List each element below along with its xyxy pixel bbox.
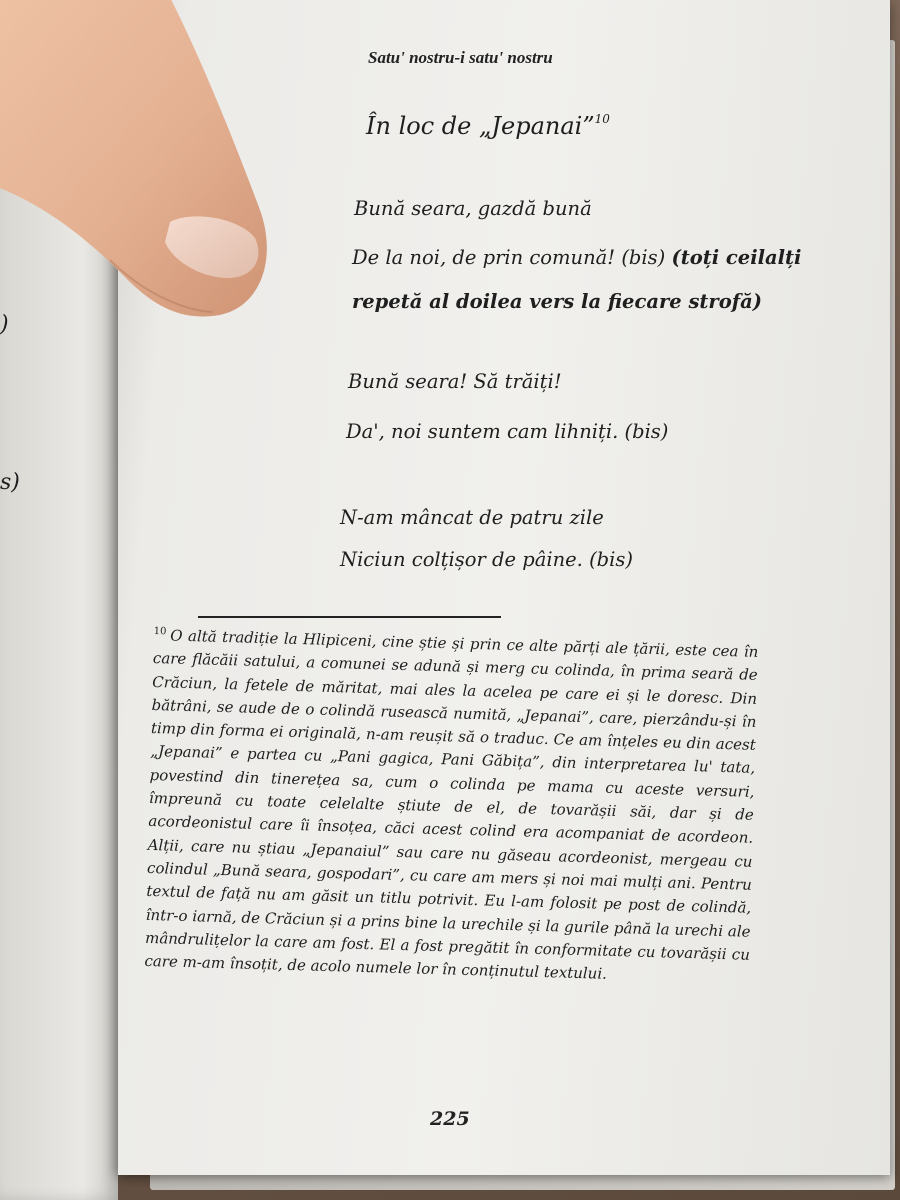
verse-line	[352, 290, 762, 313]
footnote-number: 10	[153, 625, 167, 638]
footnote	[144, 620, 759, 990]
verse-line	[340, 548, 633, 571]
verse-line	[352, 246, 801, 269]
verse-text: N-am mâncat de patru zile	[340, 506, 604, 529]
footnote-reference: 10	[594, 112, 610, 126]
verse-text: De la noi, de prin comună! (bis)	[352, 246, 666, 269]
performance-note: repetă al doilea vers la fiecare strofă)	[352, 290, 762, 313]
footnote-text: O altă tradiție la Hlipiceni, cine știe și prin ce alte părți ale țării, este cea în care flăcăii satului, a comunei se adună și merg cu colinda, în prima seară de Crăciun, la fetele de măritat, mai ales la acelea pe care ei și le doresc. Din bătrâni, se aude de o colindă rusească numită, „Jepanai”, care, pierzându-și în timp din forma ei originală, n-am reușit să o traduc. Ce am înțeles eu din acest „Jepanai” e partea cu „Pani gagica, Pani Găbița”, din interpretarea lu' tata, povestind din tinerețea sa, cum o colinda pe mama cu aceste versuri, împreună cu toate celelalte știute de el, de tovarășii săi, dar și de acordeonistul care îi însoțea, căci acest colind era acompaniat de acordeon. Alții, care nu știau „Jepanaiul” sau care nu găseau acordeonist, mergeau cu colindul „Bună seara, gospodari”, cu care am mers și noi mai mulți ani. Pentru textul de față nu am găsit un titlu potrivit. Eu l-am folosit pe post de colindă, într-o iarnă, de Crăciun și a prins bine la urechile și la gurile până la urechi ale mândrulițelor la care am fost. El a fost pregătit în conformitate cu tovarășii cu care m-am însoțit, de acolo numele lor în conținutul textului.	[144, 626, 759, 983]
performance-note: (toți ceilalți	[671, 246, 802, 269]
poem-title	[366, 112, 610, 140]
verse-text: Da', noi suntem cam lihniți. (bis)	[346, 420, 669, 443]
left-page-fragment: s)	[0, 470, 20, 495]
page-number: 225	[430, 1108, 470, 1130]
left-page-fragment: )	[0, 312, 9, 337]
verse-line	[340, 506, 604, 529]
verse-line	[346, 420, 668, 443]
verse-text: Niciun colțișor de pâine. (bis)	[340, 548, 634, 571]
verse-text: Bună seara, gazdă bună	[354, 197, 592, 220]
thumb	[0, 0, 270, 320]
verse-line	[348, 370, 562, 393]
verse-text: Bună seara! Să trăiți!	[348, 370, 562, 393]
verse-line	[354, 197, 592, 220]
poem-title-text: În loc de „Jepanai”	[366, 112, 595, 140]
running-header: Satu' nostru-i satu' nostru	[368, 48, 553, 67]
footnote-divider	[198, 616, 501, 618]
